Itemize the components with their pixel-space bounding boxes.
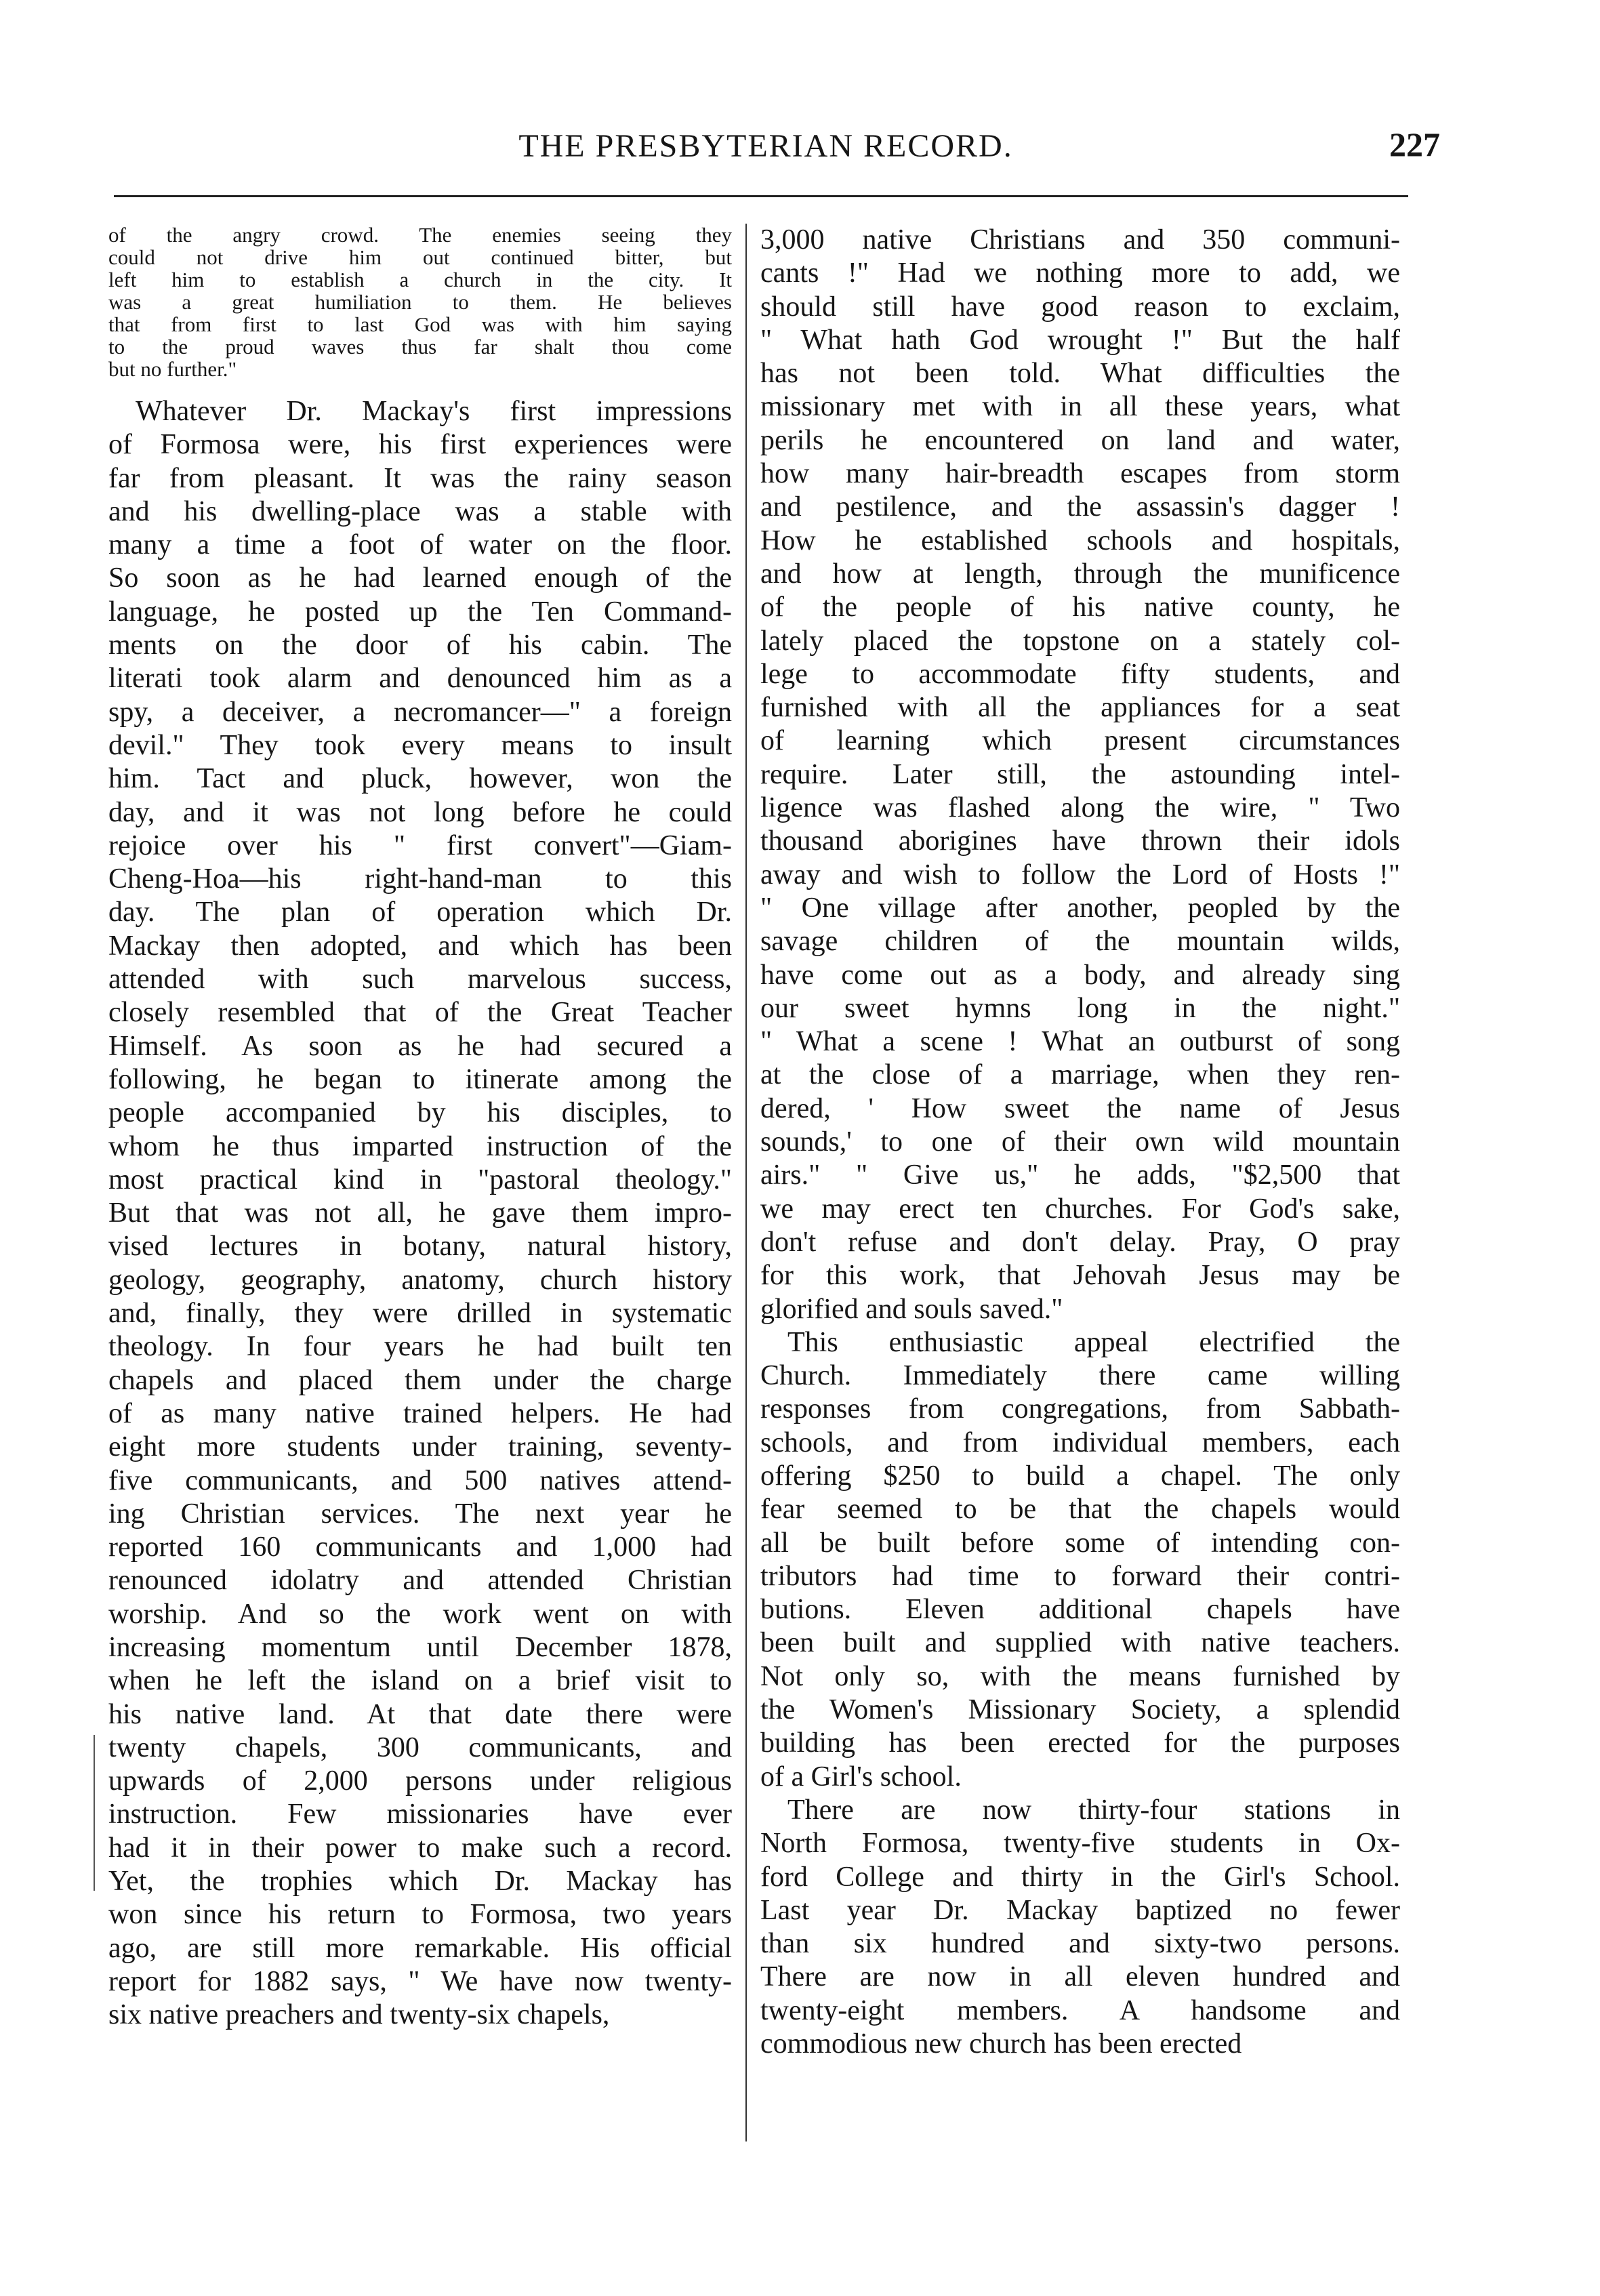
- text-line: fear seemed to be that the chapels would: [760, 1494, 1400, 1525]
- text-line: butions. Eleven additional chapels have: [760, 1594, 1400, 1626]
- text-line: and his dwelling-place was a stable with: [108, 495, 732, 527]
- text-line: How he established schools and hospitals,: [760, 525, 1400, 556]
- text-line: of the people of his native county, he: [760, 592, 1400, 623]
- text-line: and pestilence, and the assassin's dagger !: [760, 491, 1400, 523]
- text-line: Whatever Dr. Mackay's first impressions: [136, 396, 732, 427]
- text-line: theology. In four years he had built ten: [108, 1331, 732, 1363]
- text-line: Yet, the trophies which Dr. Mackay has: [108, 1866, 732, 1898]
- text-line: rejoice over his " first convert"—Giam-: [108, 829, 732, 861]
- margin-mark: [94, 1735, 95, 1891]
- text-line: all be built before some of intending con-: [760, 1527, 1400, 1559]
- text-line: Cheng-Hoa—his right-hand-man to this: [108, 863, 732, 895]
- text-line: could not drive him out continued bitter, but: [108, 245, 732, 269]
- text-line: require. Later still, the astounding intel-: [760, 758, 1400, 790]
- text-line: Himself. As soon as he had secured a: [108, 1030, 732, 1062]
- text-line: geology, geography, anatomy, church history: [108, 1264, 732, 1296]
- text-line: lege to accommodate fifty students, and: [760, 658, 1400, 690]
- text-line: devil." They took every means to insult: [108, 729, 732, 761]
- text-line: There are now in all eleven hundred and: [760, 1961, 1400, 1993]
- text-line: perils he encountered on land and water,: [760, 424, 1400, 456]
- text-line: increasing momentum until December 1878,: [108, 1631, 732, 1663]
- page-header: [91, 127, 1440, 175]
- text-line: responses from congregations, from Sabbath-: [760, 1393, 1400, 1425]
- paragraph: [108, 395, 732, 2032]
- text-line: away and wish to follow the Lord of Hosts !": [760, 859, 1400, 890]
- text-line: airs." " Give us," he adds, "$2,500 that: [760, 1160, 1400, 1191]
- text-line: have come out as a body, and already sing: [760, 959, 1400, 991]
- text-line: So soon as he had learned enough of the: [108, 562, 732, 594]
- text-line: This enthusiastic appeal electrified the: [787, 1326, 1400, 1358]
- text-line: attended with such marvelous success,: [108, 964, 732, 996]
- text-line: far from pleasant. It was the rainy season: [108, 462, 732, 494]
- text-line: schools, and from individual members, each: [760, 1427, 1400, 1458]
- text-line: glorified and souls saved.": [760, 1293, 1063, 1325]
- text-line: savage children of the mountain wilds,: [760, 926, 1400, 958]
- text-line: missionary met with in all these years, what: [760, 391, 1400, 423]
- text-line: vised lectures in botany, natural history,: [108, 1231, 732, 1263]
- text-line: left him to establish a church in the city. It: [108, 268, 732, 291]
- text-line: sounds,' to one of their own wild mountain: [760, 1126, 1400, 1158]
- text-line: There are now thirty-four stations in: [787, 1794, 1400, 1826]
- text-line: five communicants, and 500 natives attend-: [108, 1464, 732, 1496]
- text-line: day. The plan of operation which Dr.: [108, 897, 732, 928]
- text-line: for this work, that Jehovah Jesus may be: [760, 1260, 1400, 1292]
- column-divider: [745, 224, 747, 2141]
- text-line: people accompanied by his disciples, to: [108, 1097, 732, 1129]
- text-line: has not been told. What difficulties the: [760, 358, 1400, 390]
- text-line: North Formosa, twenty-five students in Ox-: [760, 1828, 1400, 1860]
- text-line: to the proud waves thus far shalt thou come: [108, 335, 732, 358]
- text-line: reported 160 communicants and 1,000 had: [108, 1532, 732, 1563]
- right-column: [760, 224, 1400, 2061]
- text-line: renounced idolatry and attended Christian: [108, 1565, 732, 1597]
- text-line: been built and supplied with native teachers.: [760, 1627, 1400, 1659]
- text-line: was a great humiliation to them. He believes: [108, 290, 732, 314]
- text-line: six native preachers and twenty-six chapels,: [108, 1999, 610, 2031]
- text-line: " What hath God wrought !" But the half: [760, 324, 1400, 356]
- text-line: upwards of 2,000 persons under religious: [108, 1765, 732, 1797]
- text-line: most practical kind in "pastoral theology.": [108, 1164, 732, 1195]
- text-line: many a time a foot of water on the floor.: [108, 529, 732, 561]
- page-number: 227: [1389, 125, 1440, 163]
- text-line: eight more students under training, seventy-: [108, 1431, 732, 1463]
- text-line: report for 1882 says, " We have now twenty-: [108, 1965, 732, 1997]
- paragraph: [760, 224, 1400, 1326]
- running-title: THE PRESBYTERIAN RECORD.: [518, 128, 1013, 164]
- text-line: we may erect ten churches. For God's sake,: [760, 1193, 1400, 1225]
- text-line: 3,000 native Christians and 350 communi-: [760, 224, 1400, 255]
- text-line: chapels and placed them under the charge: [108, 1364, 732, 1396]
- text-line: of Formosa were, his first experiences were: [108, 429, 732, 461]
- text-line: cants !" Had we nothing more to add, we: [760, 258, 1400, 289]
- paragraph: [760, 1794, 1400, 2061]
- text-line: furnished with all the appliances for a seat: [760, 692, 1400, 724]
- text-line: and how at length, through the munificence: [760, 558, 1400, 590]
- text-line: spy, a deceiver, a necromancer—" a foreign: [108, 696, 732, 728]
- quoted-passage: [108, 224, 732, 380]
- text-line: that from first to last God was with him saying: [108, 312, 732, 336]
- text-line: of as many native trained helpers. He had: [108, 1397, 732, 1429]
- text-line: commodious new church has been erected: [760, 2028, 1242, 2060]
- left-column: [108, 224, 732, 2032]
- text-line: But that was not all, he gave them impro-: [108, 1197, 732, 1229]
- text-line: won since his return to Formosa, two years: [108, 1899, 732, 1931]
- text-line: worship. And so the work went on with: [108, 1598, 732, 1630]
- text-line: ford College and thirty in the Girl's School.: [760, 1861, 1400, 1893]
- text-line: but no further.": [108, 357, 237, 381]
- text-line: should still have good reason to exclaim,: [760, 291, 1400, 323]
- text-line: Church. Immediately there came willing: [760, 1360, 1400, 1392]
- paragraph-gap: [108, 380, 732, 395]
- text-line: his native land. At that date there were: [108, 1698, 732, 1730]
- text-line: Not only so, with the means furnished by: [760, 1660, 1400, 1692]
- text-line: Mackay then adopted, and which has been: [108, 930, 732, 962]
- text-line: lately placed the topstone on a stately col-: [760, 625, 1400, 657]
- text-line: ago, are still more remarkable. His official: [108, 1932, 732, 1964]
- text-line: don't refuse and don't delay. Pray, O pray: [760, 1226, 1400, 1258]
- text-line: than six hundred and sixty-two persons.: [760, 1928, 1400, 1960]
- text-line: twenty-eight members. A handsome and: [760, 1994, 1400, 2026]
- text-line: how many hair-breadth escapes from storm: [760, 458, 1400, 490]
- text-line: whom he thus imparted instruction of the: [108, 1130, 732, 1162]
- text-line: " One village after another, peopled by the: [760, 892, 1400, 924]
- text-line: our sweet hymns long in the night.": [760, 992, 1400, 1024]
- text-line: of learning which present circumstances: [760, 725, 1400, 757]
- text-line: literati took alarm and denounced him as a: [108, 663, 732, 695]
- text-line: instruction. Few missionaries have ever: [108, 1799, 732, 1830]
- text-line: language, he posted up the Ten Command-: [108, 596, 732, 628]
- text-line: twenty chapels, 300 communicants, and: [108, 1731, 732, 1763]
- text-line: had it in their power to make such a record.: [108, 1832, 732, 1864]
- text-line: of a Girl's school.: [760, 1761, 962, 1792]
- paragraph: [760, 1326, 1400, 1794]
- text-line: day, and it was not long before he could: [108, 796, 732, 828]
- text-line: the Women's Missionary Society, a splendid: [760, 1694, 1400, 1726]
- text-line: him. Tact and pluck, however, won the: [108, 763, 732, 795]
- text-line: ligence was flashed along the wire, " Two: [760, 792, 1400, 824]
- header-rule: [114, 195, 1408, 197]
- text-line: building has been erected for the purposes: [760, 1727, 1400, 1759]
- text-line: ing Christian services. The next year he: [108, 1498, 732, 1530]
- text-line: tributors had time to forward their contri-: [760, 1560, 1400, 1592]
- text-line: dered, ' How sweet the name of Jesus: [760, 1092, 1400, 1124]
- text-line: at the close of a marriage, when they ren-: [760, 1059, 1400, 1091]
- text-line: offering $250 to build a chapel. The only: [760, 1460, 1400, 1492]
- text-line: ments on the door of his cabin. The: [108, 630, 732, 661]
- text-line: Last year Dr. Mackay baptized no fewer: [760, 1894, 1400, 1926]
- text-line: closely resembled that of the Great Teacher: [108, 997, 732, 1029]
- text-line: following, he began to itinerate among the: [108, 1063, 732, 1095]
- text-line: and, finally, they were drilled in systematic: [108, 1298, 732, 1330]
- text-line: " What a scene ! What an outburst of song: [760, 1026, 1400, 1058]
- text-line: when he left the island on a brief visit to: [108, 1665, 732, 1697]
- text-line: thousand aborigines have thrown their idols: [760, 825, 1400, 857]
- text-line: of the angry crowd. The enemies seeing they: [108, 223, 732, 247]
